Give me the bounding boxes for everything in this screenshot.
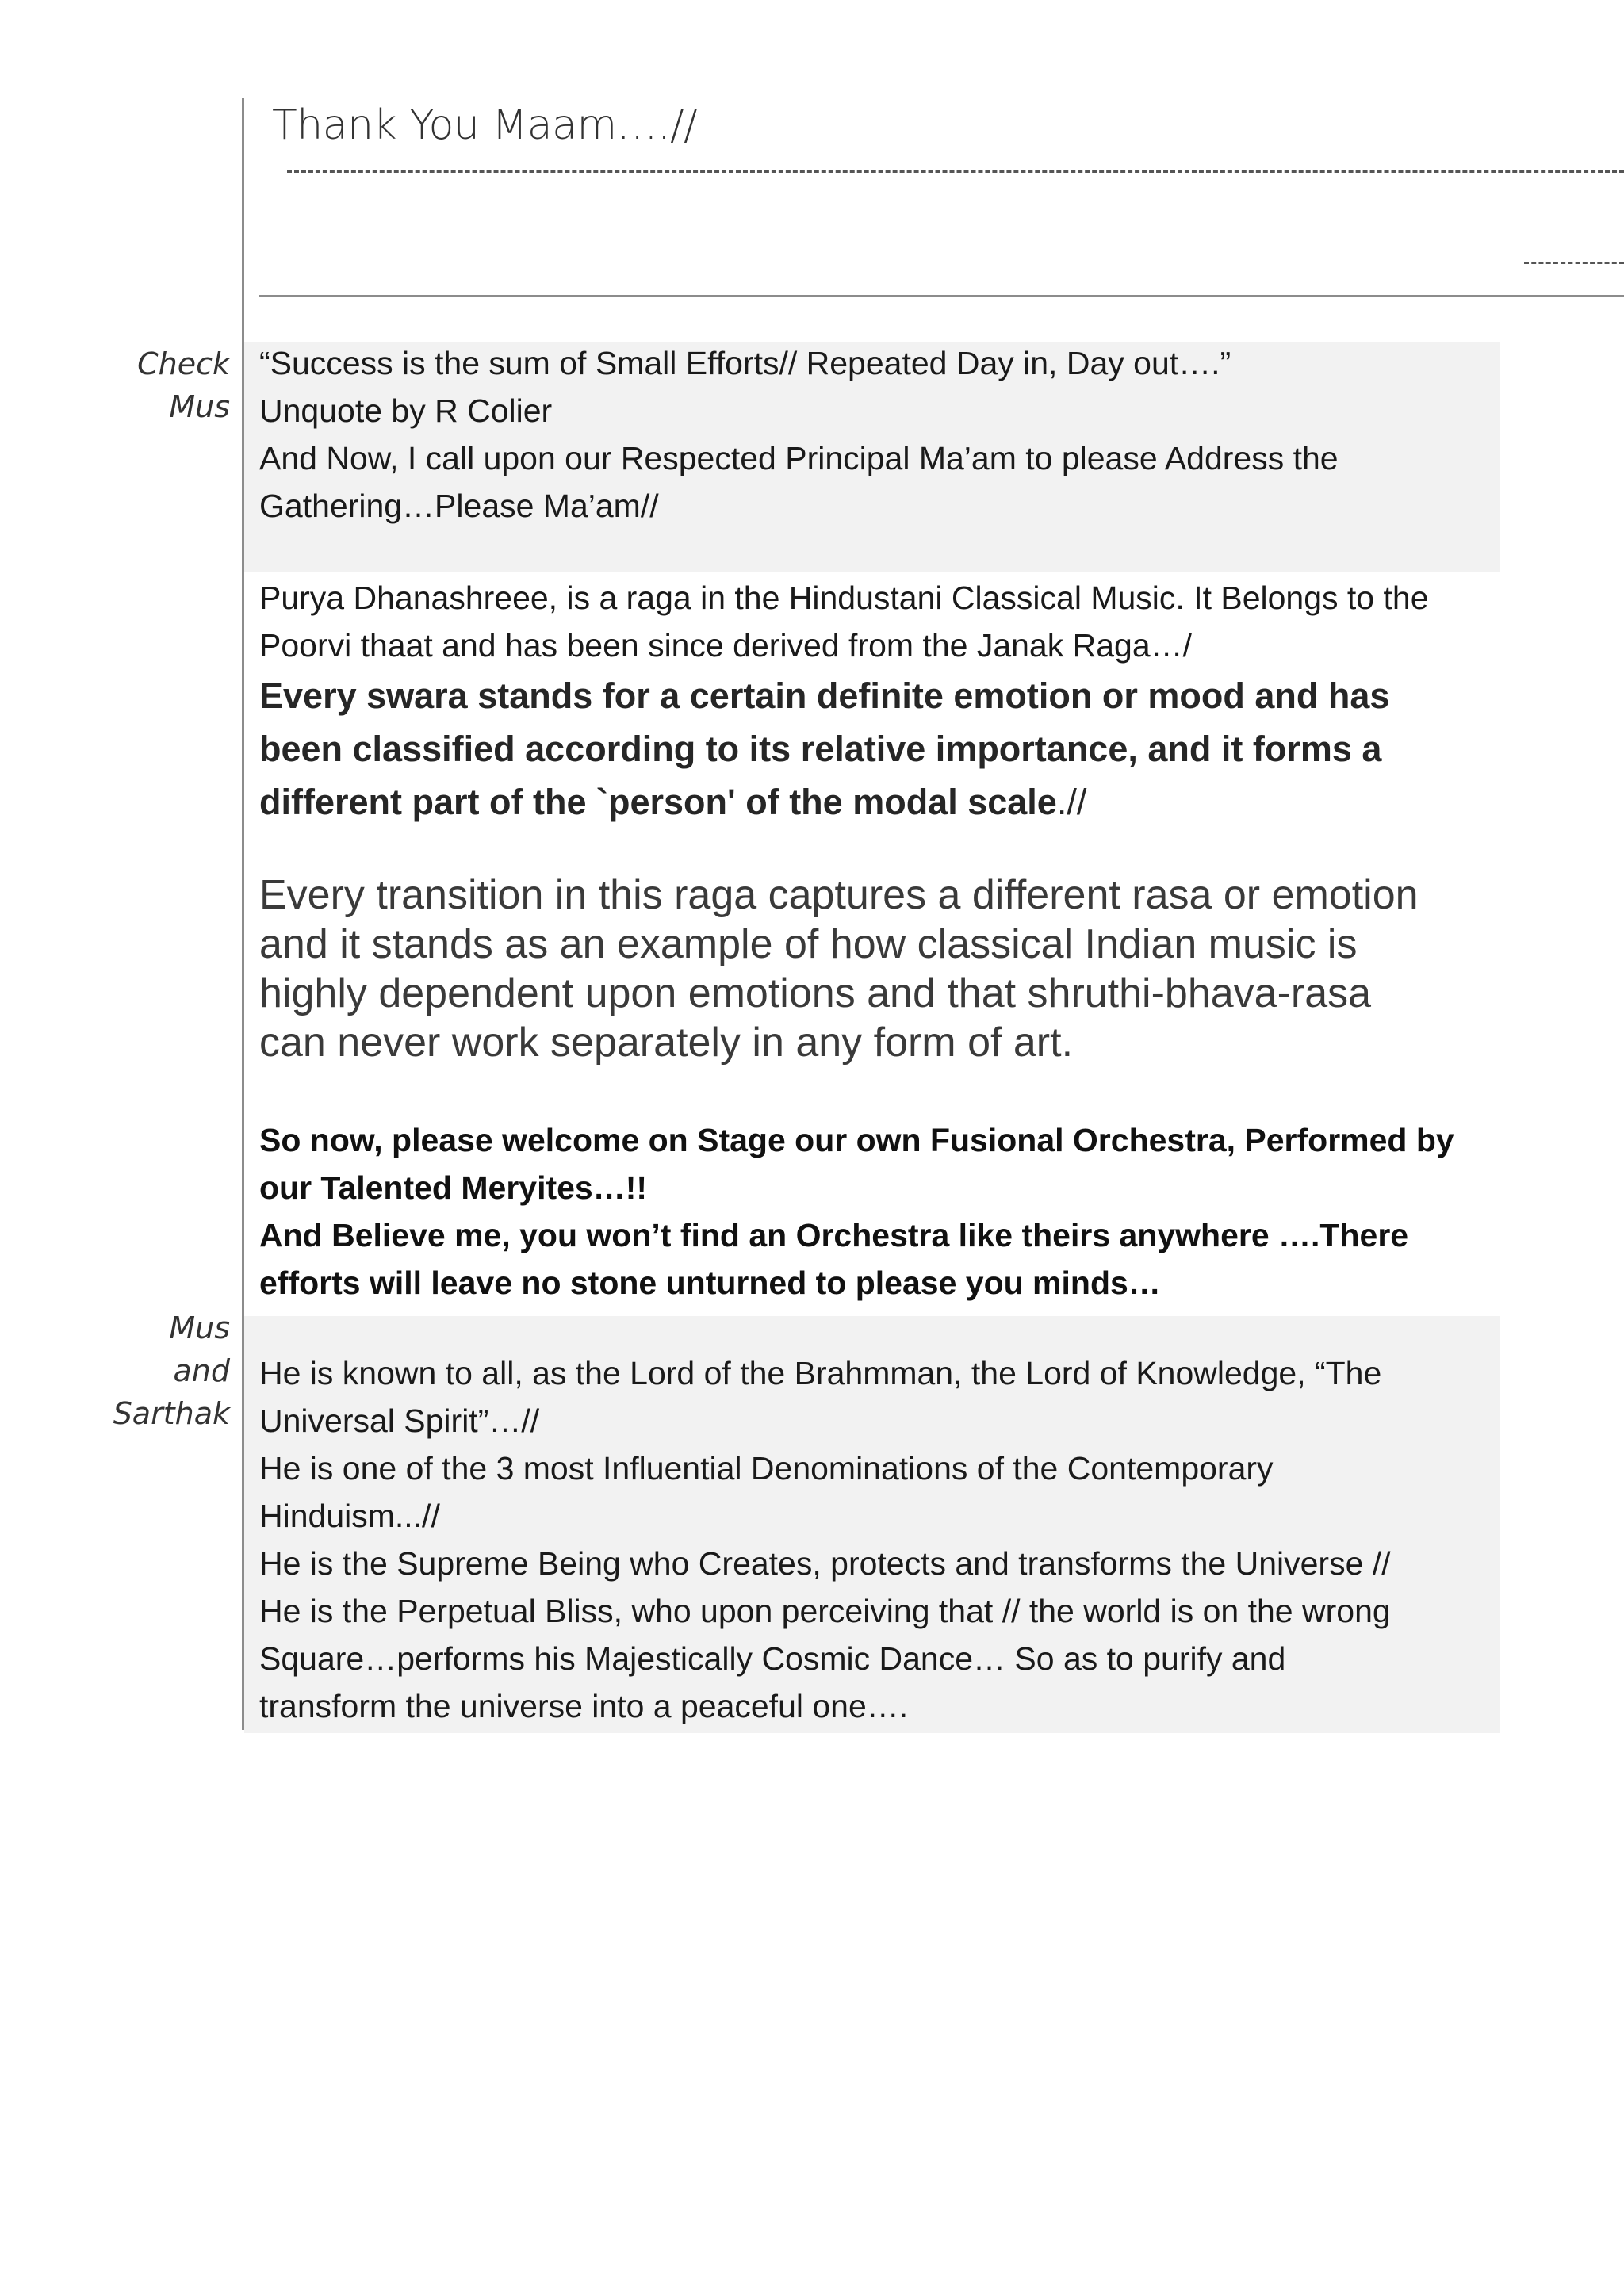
quote-paragraph — [259, 339, 1496, 530]
swara-line-text: different part of the `person' of the modal scale — [259, 782, 1057, 822]
welcome-line: our Talented Meryites…!! — [259, 1169, 648, 1206]
quote-line: And Now, I call upon our Respected Principal Ma’am to please Address the — [259, 440, 1339, 476]
quote-line: Gathering…Please Ma’am// — [259, 488, 659, 524]
dashed-separator — [287, 170, 1624, 173]
description-line: Square…performs his Majestically Cosmic Dance… So as to purify and — [259, 1640, 1286, 1677]
welcome-paragraph — [259, 1116, 1496, 1307]
intro-line: Poorvi thaat and has been since derived from the Janak Raga…/ — [259, 627, 1193, 664]
swara-line: Every swara stands for a certain definite emotion or mood and has — [259, 675, 1390, 716]
welcome-line: efforts will leave no stone unturned to please you minds… — [259, 1265, 1161, 1301]
welcome-line: So now, please welcome on Stage our own Fusional Orchestra, Performed by — [259, 1122, 1454, 1158]
deity-description-paragraph — [259, 1349, 1496, 1730]
description-line: Universal Spirit”…// — [259, 1402, 540, 1439]
swara-line: been classified according to its relative importance, and it forms a — [259, 729, 1382, 769]
description-line: He is the Perpetual Bliss, who upon perceiving that // the world is on the wrong — [259, 1593, 1391, 1629]
description-line: He is the Supreme Being who Creates, protects and transforms the Universe // — [259, 1545, 1391, 1582]
description-line: transform the universe into a peaceful one…. — [259, 1688, 909, 1724]
dashed-separator-end — [1524, 262, 1624, 264]
cue-line: Mus — [169, 389, 230, 424]
intro-line: Purya Dhanashreee, is a raga in the Hindustani Classical Music. It Belongs to the — [259, 580, 1429, 616]
swara-line-suffix: .// — [1056, 782, 1087, 822]
transition-line: highly dependent upon emotions and that shruthi-bhava-rasa — [259, 970, 1372, 1016]
welcome-line: And Believe me, you won’t find an Orchestra like theirs anywhere ….There — [259, 1217, 1409, 1253]
transition-paragraph — [259, 871, 1496, 1067]
description-line: He is known to all, as the Lord of the Brahmman, the Lord of Knowledge, “The — [259, 1355, 1382, 1391]
horizontal-rule — [259, 295, 1624, 297]
transition-line: can never work separately in any form of art. — [259, 1020, 1074, 1066]
quote-line: Unquote by R Colier — [259, 392, 553, 429]
speaker-cue-mus-sarthak — [113, 1307, 230, 1435]
swara-paragraph — [259, 669, 1496, 828]
cue-line: Sarthak — [113, 1396, 230, 1431]
quote-line: “Success is the sum of Small Efforts// Repeated Day in, Day out….” — [259, 345, 1231, 381]
transition-line: and it stands as an example of how classical Indian music is — [259, 921, 1358, 967]
cue-line: and — [173, 1353, 230, 1388]
transition-line: Every transition in this raga captures a different rasa or emotion — [259, 872, 1419, 918]
description-line: Hinduism...// — [259, 1498, 440, 1534]
raga-intro-paragraph — [259, 574, 1496, 669]
swara-line-last — [259, 775, 1496, 828]
description-line: He is one of the 3 most Influential Denominations of the Contemporary — [259, 1450, 1274, 1487]
page-title: Thank You Maam….// — [272, 101, 698, 149]
cue-line: Mus — [169, 1311, 230, 1345]
cue-line: Check — [137, 346, 230, 381]
speaker-cue-check-mus — [137, 342, 230, 428]
